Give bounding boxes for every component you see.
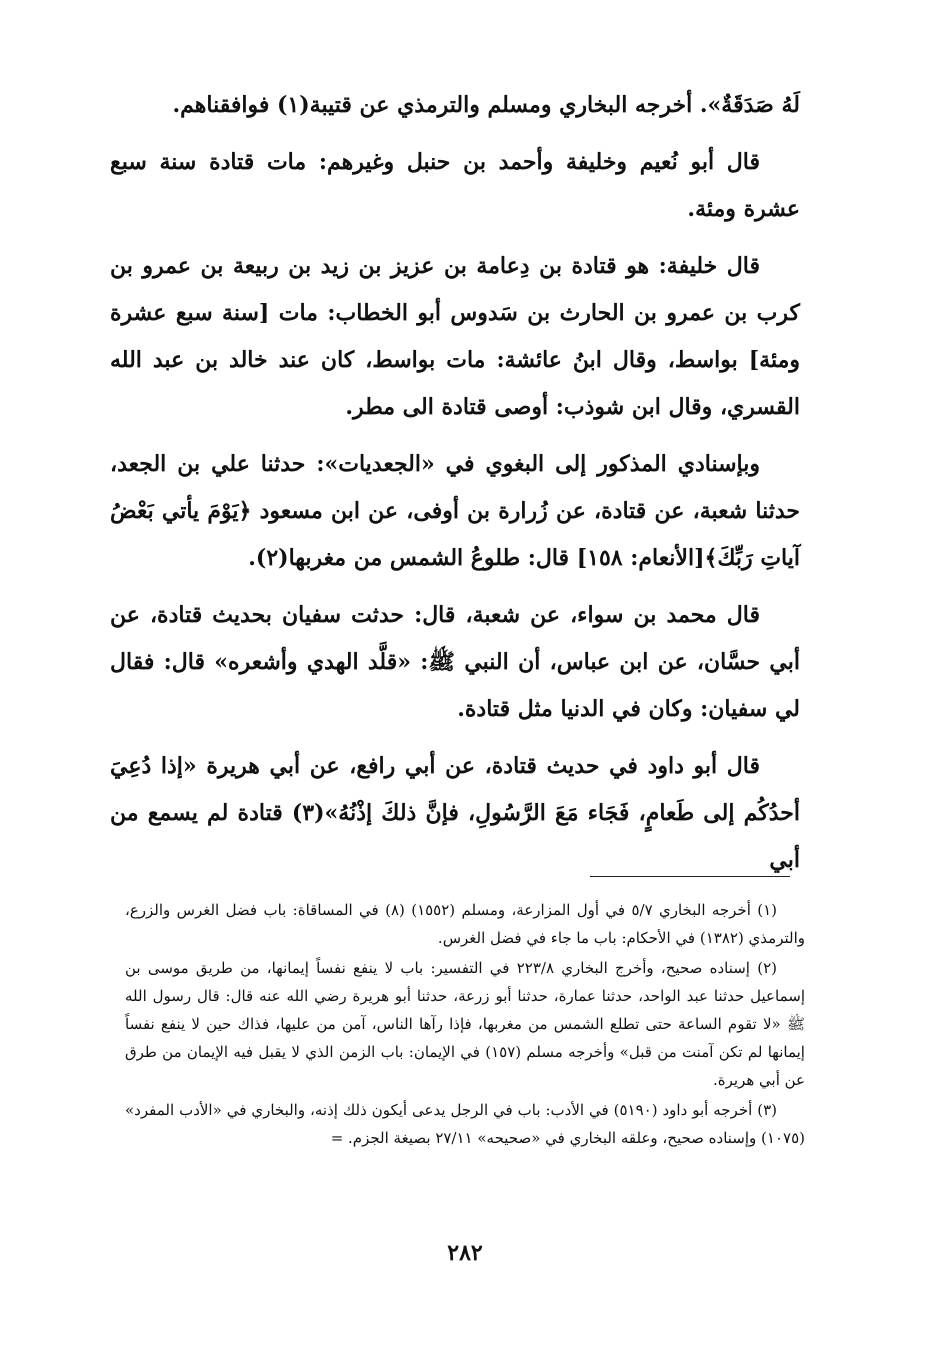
footnotes xyxy=(125,876,805,1154)
footnote: (١) أخرجه البخاري ٥/٧ في أول المزارعة، ومسلم (١٥٥٢) (٨) في المساقاة: باب فضل الغرس والزرع، والترمذي (١٣٨٢) في الأحكام: باب ما جاء في فضل الغرس. xyxy=(125,901,805,947)
paragraph: قال محمد بن سواء، عن شعبة، قال: حدثت سفيان بحديث قتادة، عن أبي حسَّان، عن ابن عباس، أن النبي ﷺ: «قلَّد الهدي وأشعره» قال: فقال لي سفيان: وكان في الدنيا مثل قتادة. xyxy=(110,602,800,722)
paragraph: قال أبو داود في حديث قتادة، عن أبي رافع، عن أبي هريرة «إذا دُعِيَ أحدُكُم إلى طَعامٍ، فَجَاء مَعَ الرَّسُولِ، فإنَّ ذلكَ إذْنُهُ»(٣) قتادة لم يسمع من أبي xyxy=(110,753,800,873)
paragraph: قال خليفة: هو قتادة بن دِعامة بن عزيز بن زيد بن ربيعة بن عمرو بن كرب بن عمرو بن الحارث بن سَدوس أبو الخطاب: مات [سنة سبع عشرة ومئة] بواسط، وقال ابنُ عائشة: مات بواسط، كان عند خالد بن عبد الله القسري، وقال ابن شوذب: أوصى قتادة الى مطر. xyxy=(110,253,800,420)
page-number: ٢٨٢ xyxy=(447,1240,483,1266)
main-text xyxy=(110,82,800,894)
paragraph: قال أبو نُعيم وخليفة وأحمد بن حنبل وغيرهم: مات قتادة سنة سبع عشرة ومئة. xyxy=(110,149,800,222)
paragraph: وبإسنادي المذكور إلى البغوي في «الجعديات»: حدثنا علي بن الجعد، حدثنا شعبة، عن قتادة، عن زُرارة بن أوفى، عن ابن مسعود ﴿يَوْمَ يأتي بَعْضُ آياتِ رَبِّكَ﴾[الأنعام: ١٥٨] قال: طلوعُ الشمس من مغربها(٢). xyxy=(110,451,800,571)
footnote: (٣) أخرجه أبو داود (٥١٩٠) في الأدب: باب في الرجل يدعى أيكون ذلك إذنه، والبخاري في «الأدب المفرد» (١٠٧٥) وإسناده صحيح، وعلقه البخاري في «صحيحه» ٢٧/١١ بصيغة الجزم. = xyxy=(125,1101,805,1147)
footnote: (٢) إسناده صحيح، وأخرج البخاري ٢٢٣/٨ في التفسير: باب لا ينفع نفساً إيمانها، من طريق موسى بن إسماعيل حدثنا عبد الواحد، حدثنا عمارة، حدثنا أبو زرعة، حدثنا أبو هريرة رضي الله عنه قال: قال رسول الله ﷺ «لا تقوم الساعة حتى تطلع الشمس من مغربها، فإذا رآها الناس، آمن من عليها، فذاك حين لا ينفع نفساً إيمانها لم تكن آمنت من قبل» وأخرجه مسلم (١٥٧) في الإيمان: باب الزمن الذي لا يقبل فيه الإيمان من طرق عن أبي هريرة. xyxy=(125,959,805,1089)
paragraph: لَهُ صَدَقَةٌ». أخرجه البخاري ومسلم والترمذي عن قتيبة(١) فوافقناهم. xyxy=(172,92,800,118)
